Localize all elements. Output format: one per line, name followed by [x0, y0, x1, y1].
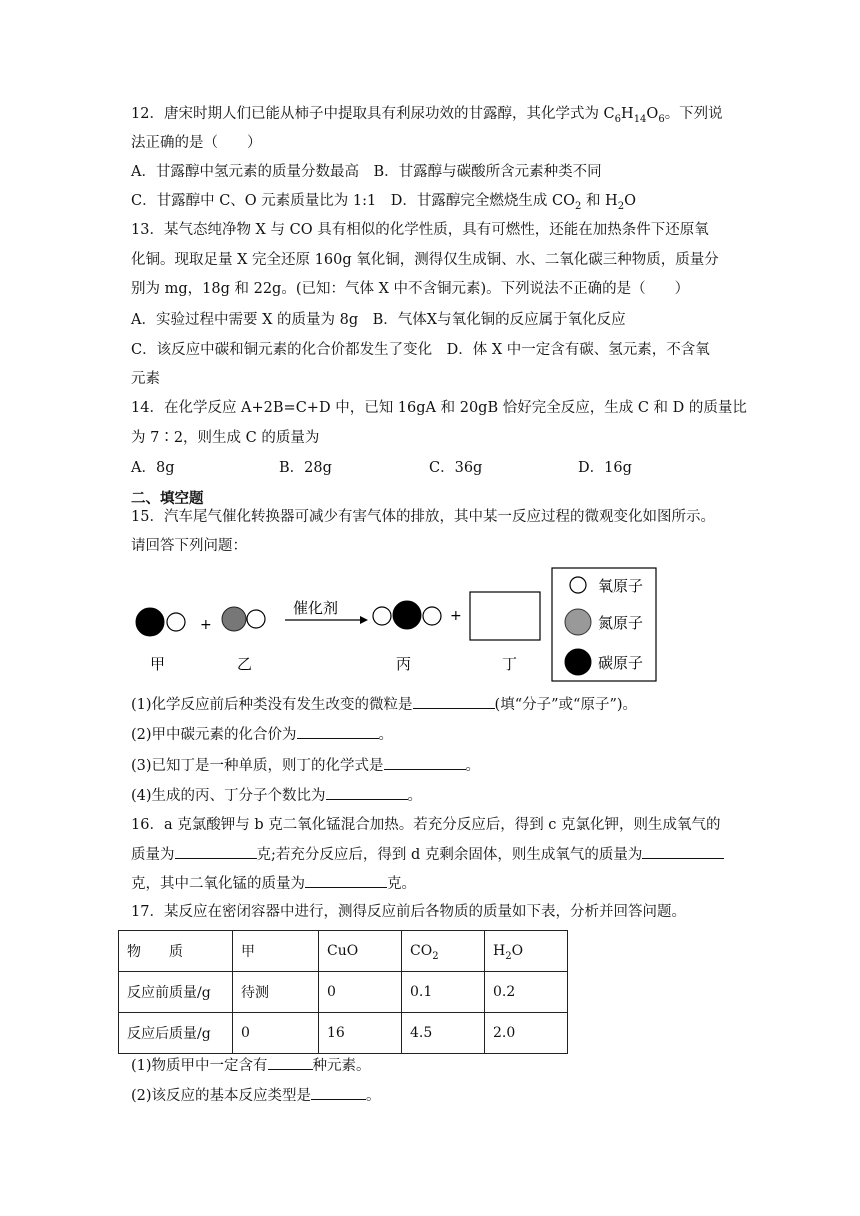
q15-line2: 请回答下列问题：: [131, 538, 247, 554]
table-cell: 0: [233, 1013, 319, 1054]
table-cell: 16: [319, 1013, 402, 1054]
table-cell: 4.5: [402, 1013, 485, 1054]
q17-line1: 17．某反应在密闭容器中进行，测得反应前后各物质的质量如下表，分析并回答问题。: [131, 904, 686, 920]
answer-blank[interactable]: [311, 1085, 366, 1100]
reaction-diagram: [120, 565, 660, 685]
catalyst-label: 催化剂: [293, 599, 339, 617]
table-header-cell: $H_2O$: [485, 931, 568, 972]
table-cell: 反应后质量/g: [119, 1013, 233, 1054]
label-ding: 丁: [502, 655, 518, 673]
q16-line2: 质量为 克;若充分反应后，得到 d 克剩余固体，则生成氧气的质量为: [131, 844, 724, 865]
q16-line3: 克，其中二氧化锰的质量为 克。: [131, 873, 416, 894]
table-cell: 2.0: [485, 1013, 568, 1054]
table-header-cell: 甲: [233, 931, 319, 972]
nitrogen-atom-icon: [222, 607, 246, 631]
plus-sign-1: +: [200, 617, 212, 633]
table-header-cell: $CO_2$: [402, 931, 485, 972]
legend-oxygen-icon: [570, 577, 586, 593]
q17-sub2: (2)该反应的基本反应类型是 。: [131, 1085, 381, 1106]
q15-sub1: (1)化学反应前后种类没有发生改变的微粒是 (填“分子”或“原子”)。: [131, 694, 637, 715]
q15-line1: 15．汽车尾气催化转换器可减少有害气体的排放，其中某一反应过程的微观变化如图所示。: [131, 509, 715, 525]
mass-table: [118, 930, 568, 1054]
oxygen-atom-icon: [373, 607, 391, 625]
q14-option-b: B．28g: [279, 460, 332, 476]
answer-blank[interactable]: [384, 755, 466, 770]
q14-line2: 为 7∶2，则生成 C 的质量为: [131, 430, 320, 446]
legend-nitrogen-label: 氮原子: [598, 614, 644, 632]
section-heading: 二、填空题: [131, 491, 204, 507]
legend-oxygen-label: 氧原子: [598, 577, 644, 595]
q13-option-d-cont: 元素: [131, 371, 160, 387]
q13-line2: 化铜。现取足量 X 完全还原 160g 氧化铜，测得仅生成铜、水、二氧化碳三种物质，质量分: [131, 252, 719, 268]
q13-line1: 13．某气态纯净物 X 与 CO 具有相似的化学性质，具有可燃性，还能在加热条件下还原氧: [131, 222, 709, 238]
table-cell: 0: [319, 972, 402, 1013]
answer-blank[interactable]: [642, 844, 724, 859]
table-header-cell: CuO: [319, 931, 402, 972]
carbon-atom-icon: [136, 608, 164, 636]
legend-carbon-icon: [565, 649, 591, 675]
q15-sub3: (3)已知丁是一种单质，则丁的化学式是 。: [131, 755, 480, 776]
q12-line1: 12．唐宋时期人们已能从柿子中提取具有利尿功效的甘露醇，其化学式为 $C_6H_{14}O_6$。下列说: [131, 106, 723, 125]
q12-option-c-d: C．甘露醇中 C、O 元素质量比为 1:1 D．甘露醇完全燃烧生成 $CO_2$ 和 $H_2O$: [131, 193, 636, 212]
oxygen-atom-icon: [167, 613, 185, 631]
answer-blank[interactable]: [413, 694, 495, 709]
q15-sub4: (4)生成的丙、丁分子个数比为 。: [131, 785, 422, 806]
legend-nitrogen-icon: [565, 609, 591, 635]
q13-line3: 别为 mg，18g 和 22g。(已知：气体 X 中不含铜元素)。下列说法不正确的是（ ）: [131, 281, 690, 297]
oxygen-atom-icon: [423, 607, 441, 625]
q13-option-c-d: C．该反应中碳和铜元素的化合价都发生了变化 D．体 X 中一定含有碳、氢元素，不含氧: [131, 342, 710, 358]
carbon-atom-icon: [393, 601, 421, 629]
table-row: [119, 1013, 568, 1054]
answer-blank[interactable]: [297, 724, 379, 739]
q14-option-d: D．16g: [578, 460, 632, 476]
q12-line2: 法正确的是（ ）: [131, 135, 262, 151]
table-row: [119, 972, 568, 1013]
q13-option-a-b: A．实验过程中需要 X 的质量为 8g B．气体X与氧化铜的反应属于氧化反应: [131, 312, 626, 328]
q17-sub1: (1)物质甲中一定含有 种元素。: [131, 1055, 371, 1076]
table-cell: 0.1: [402, 972, 485, 1013]
label-bing: 丙: [396, 655, 412, 673]
plus-sign-2: +: [450, 608, 462, 624]
label-yi: 乙: [237, 655, 253, 673]
arrow-head-icon: [360, 616, 368, 624]
answer-blank[interactable]: [268, 1055, 313, 1070]
legend-carbon-label: 碳原子: [598, 654, 644, 672]
q14-line1: 14．在化学反应 A+2B=C+D 中，已知 16gA 和 20gB 恰好完全反应，生成 C 和 D 的质量比: [131, 400, 747, 416]
q16-line1: 16．a 克氯酸钾与 b 克二氧化锰混合加热。若充分反应后，得到 c 克氯化钾，则生成氧气的: [131, 817, 721, 833]
q14-option-c: C．36g: [429, 460, 483, 476]
q14-option-a: A．8g: [131, 460, 175, 476]
answer-blank[interactable]: [175, 844, 257, 859]
answer-blank[interactable]: [305, 873, 387, 888]
table-header-cell: 物 质: [119, 931, 233, 972]
table-cell: 反应前质量/g: [119, 972, 233, 1013]
product-ding-box: [470, 592, 540, 640]
table-cell: 待测: [233, 972, 319, 1013]
answer-blank[interactable]: [326, 785, 408, 800]
table-header-row: [119, 931, 568, 972]
q15-sub2: (2)甲中碳元素的化合价为 。: [131, 724, 393, 745]
oxygen-atom-icon: [247, 610, 265, 628]
q12-option-a-b: A．甘露醇中氢元素的质量分数最高 B．甘露醇与碳酸所含元素种类不同: [131, 164, 602, 180]
label-jia: 甲: [150, 655, 166, 673]
table-cell: 0.2: [485, 972, 568, 1013]
